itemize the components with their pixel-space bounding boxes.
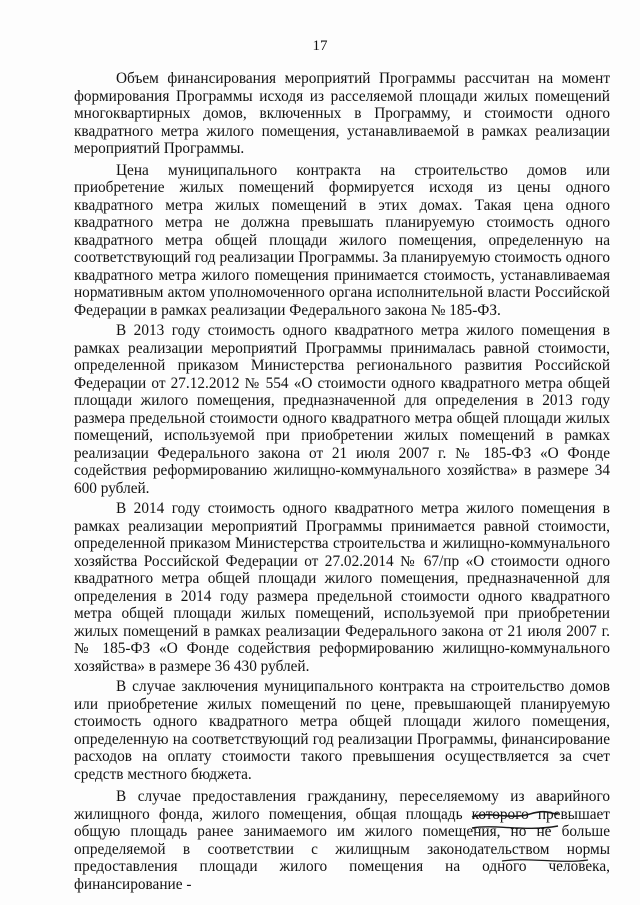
document-body: [74, 70, 610, 893]
paragraph-cost-2013: В 2013 году стоимость одного квадратного метра жилого помещения в рамках реализации мероприятий Программы принималась равной стоимости, определенной приказом Министерства регионального развития Российской Федерации от 27.12.2012 № 554 «О стоимости одного квадратного метра общей площади жилого помещения, предназначенной для определения в 2013 году размера предельной стоимости одного квадратного метра общей площади жилых помещений, используемой при приобретении жилых помещений в рамках реализации Федерального закона от 21 июля 2007 г. № 185-ФЗ «О Фонде содействия реформированию жилищно-коммунального хозяйства» в размере 34 600 рублей.: [74, 322, 610, 497]
paragraph-financing-volume: Объем финансирования мероприятий Программы рассчитан на момент формирования Программы исходя из расселяемой площади жилых помещений многоквартирных домов, включенных в Программу, и стоимости одного квадратного метра жилого помещения, устанавливаемой в рамках реализации мероприятий Программы.: [74, 70, 610, 157]
paragraph-contract-price: Цена муниципального контракта на строительство домов или приобретение жилых помещений формируется исходя из цены одного квадратного метра жилых помещений в этих домах. Такая цена одного квадратного метра не должна превышать планируемую стоимость одного квадратного метра общей площади жилого помещения, определенную на соответствующий год реализации Программы. За планируемую стоимость одного квадратного метра жилого помещения принимается стоимость, устанавливаемая нормативным актом уполномоченного органа исполнительной власти Российской Федерации в рамках реализации Федерального закона № 185-ФЗ.: [74, 161, 610, 319]
paragraph-cost-2014: В 2014 году стоимость одного квадратного метра жилого помещения в рамках реализации мероприятий Программы принимается равной стоимости, определенной приказом Министерства строительства и жилищно-коммунального хозяйства Российской Федерации от 27.02.2014 № 67/пр «О стоимости одного квадратного метра общей площади жилого помещения, предназначенной для определения в 2014 году размера предельной стоимости одного квадратного метра общей площади жилых помещений, используемой при приобретении жилых помещений в рамках реализации Федерального закона от 21 июля 2007 г. № 185-ФЗ «О Фонде содействия реформированию жилищно-коммунального хозяйства» в размере 36 430 рублей.: [74, 500, 610, 675]
page-number: 17: [312, 38, 328, 54]
paragraph-excess-area: В случае предоставления гражданину, переселяемому из аварийного жилищного фонда, жилого помещения, общая площадь которого превышает общую площадь ранее занимаемого им жилого помещения, но не больше определяемой в соответствии с жилищным законодательством нормы предоставления площади жилого помещения на одного человека, финансирование -: [74, 788, 610, 893]
paragraph-excess-price: В случае заключения муниципального контракта на строительство домов или приобретение жилых помещений по цене, превышающей планируемую стоимость одного квадратного метра общей площади жилого помещения, определенную на соответствующий год реализации Программы, финансирование расходов на оплату стоимости такого превышения осуществляется за счет средств местного бюджета.: [74, 678, 610, 783]
